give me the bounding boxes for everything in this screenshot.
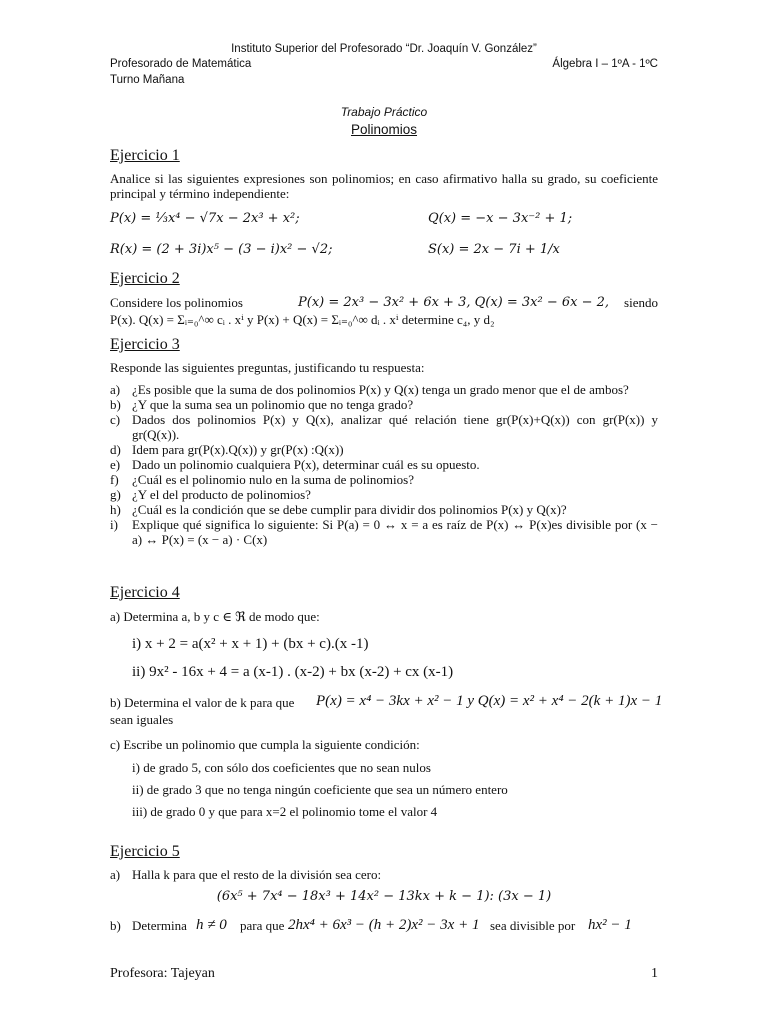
exercise-3-item-label: h) — [110, 502, 121, 517]
exercise-3-intro: Responde las siguientes preguntas, justificando tu respuesta: — [110, 360, 425, 375]
exercise-3-item — [110, 457, 658, 472]
exercise-3-item-text: ¿Y el del producto de polinomios? — [132, 487, 311, 502]
exercise-1-heading: Ejercicio 1 — [110, 147, 180, 164]
exercise-3-item-label: a) — [110, 382, 121, 397]
exercise-3-list — [110, 382, 658, 547]
polynomial-Q: Q(x) = −x − 3x⁻² + 1; — [428, 211, 573, 226]
exercise-3-item-text: ¿Cuál es la condición que se debe cumplir para dividir dos polinomios P(x) y Q(x)? — [132, 502, 567, 517]
exercise-3-item — [110, 517, 658, 547]
exercise-3-item-label: c) — [110, 412, 121, 427]
exercise-2-heading: Ejercicio 2 — [110, 270, 180, 287]
institute-name: Instituto Superior del Profesorado “Dr. Joaquín V. González” — [231, 43, 537, 55]
exercise-4-heading: Ejercicio 4 — [110, 584, 180, 601]
exercise-3-item — [110, 412, 658, 442]
exercise-4-b-math: P(x) = x⁴ − 3kx + x² − 1 y Q(x) = x² + x⁴ − 2(k + 1)x − 1 — [316, 693, 663, 709]
document-title: Polinomios — [350, 122, 418, 137]
exercise-3-item-text: ¿Es posible que la suma de dos polinomios P(x) y Q(x) tenga un grado menor que el de ambos? — [132, 382, 629, 397]
course-name: Álgebra I – 1ºA - 1ºC — [552, 58, 658, 70]
exercise-3-item — [110, 472, 658, 487]
exercise-5-b-label: b) — [110, 918, 121, 933]
exercise-5-b-text3: sea divisible por — [490, 918, 576, 933]
exercise-4-b-text: b) Determina el valor de k para que — [110, 695, 295, 710]
exercise-1-text: Analice si las siguientes expresiones son polinomios; en caso afirmativo halla su grado, su coeficiente principal y término independiente: — [110, 171, 658, 201]
exercise-4-a-ii: ii) 9x² - 16x + 4 = a (x-1) . (x-2) + bx (x-2) + cx (x-1) — [132, 664, 454, 680]
exercise-3-item-text: Dado un polinomio cualquiera P(x), determinar cuál es su opuesto. — [132, 457, 480, 472]
exercise-3-item — [110, 442, 658, 457]
exercise-5-b-math2: 2hx⁴ + 6x³ − (h + 2)x² − 3x + 1 — [288, 917, 480, 933]
exercise-3-item-text: Explique qué significa lo siguiente: Si P(a) = 0 ↔ x = a es raíz de P(x) ↔ P(x)es divisible por (x − a) ↔ P(x) = (x − a) · C(x) — [132, 517, 658, 547]
program-name: Profesorado de Matemática — [110, 58, 252, 70]
polynomial-P: P(x) = ⅓x⁴ − √7x − 2x³ + x²; — [110, 211, 300, 226]
polynomial-R: R(x) = (2 + 3i)x⁵ − (3 − i)x² − √2; — [110, 242, 333, 257]
exercise-4-c-intro: c) Escribe un polinomio que cumpla la siguiente condición: — [110, 737, 420, 752]
exercise-3-item-text: Dados dos polinomios P(x) y Q(x), analizar qué relación tiene gr(P(x)+Q(x)) con gr(P(x)) y gr(Q(x)). — [132, 412, 658, 442]
footer-page-number: 1 — [651, 966, 658, 981]
exercise-3-item — [110, 502, 658, 517]
exercise-3-heading: Ejercicio 3 — [110, 336, 180, 353]
exercise-3-item-text: ¿Cuál es el polinomio nulo en la suma de polinomios? — [132, 472, 414, 487]
exercise-3-item-label: b) — [110, 397, 121, 412]
exercise-5-a-label: a) — [110, 867, 121, 882]
exercise-3-item — [110, 382, 658, 397]
exercise-2-text-a: Considere los polinomios — [110, 295, 243, 310]
exercise-3-item-text: Idem para gr(P(x).Q(x)) y gr(P(x) :Q(x)) — [132, 442, 344, 457]
exercise-3-item-label: f) — [110, 472, 119, 487]
document-subtitle: Trabajo Práctico — [340, 105, 428, 119]
exercise-3-item-label: d) — [110, 442, 121, 457]
exercise-5-a-text: Halla k para que el resto de la división sea cero: — [132, 867, 382, 882]
exercise-5-b-text1: Determina — [132, 918, 187, 933]
exercise-4-a-i: i) x + 2 = a(x² + x + 1) + (bx + c).(x -1) — [132, 636, 369, 652]
shift-name: Turno Mañana — [110, 74, 185, 86]
exercise-4-c-iii: iii) de grado 0 y que para x=2 el polinomio tome el valor 4 — [132, 804, 438, 819]
exercise-5-heading: Ejercicio 5 — [110, 843, 180, 860]
exercise-3-item — [110, 397, 658, 412]
exercise-4-c-i: i) de grado 5, con sólo dos coeficientes que no sean nulos — [132, 760, 431, 775]
exercise-3-item-label: e) — [110, 457, 121, 472]
exercise-5-b-math3: hx² − 1 — [588, 917, 632, 933]
footer-teacher: Profesora: Tajeyan — [110, 966, 215, 981]
exercise-5-b-text2: para que — [240, 918, 285, 933]
exercise-5-b-math1: h ≠ 0 — [196, 917, 227, 933]
exercise-2-text-line2: P(x). Q(x) = Σᵢ₌₀^∞ cᵢ . xⁱ y P(x) + Q(x) = Σᵢ₌₀^∞ dᵢ . xⁱ determine c₄, y d₂ — [110, 312, 495, 327]
exercise-3-item — [110, 487, 658, 502]
exercise-2-polynomials: P(x) = 2x³ − 3x² + 6x + 3, Q(x) = 3x² − 6x − 2, — [298, 295, 610, 310]
exercise-4-b-tail: sean iguales — [110, 712, 174, 727]
exercise-3-item-label: i) — [110, 517, 118, 532]
exercise-4-a-intro: a) Determina a, b y c ∈ ℜ de modo que: — [110, 609, 320, 624]
exercise-3-item-label: g) — [110, 487, 121, 502]
exercise-4-c-ii: ii) de grado 3 que no tenga ningún coeficiente que sea un número entero — [132, 782, 508, 797]
polynomial-S: S(x) = 2x − 7i + 1/x — [428, 242, 560, 257]
exercise-3-item-text: ¿Y que la suma sea un polinomio que no tenga grado? — [132, 397, 414, 412]
exercise-2-text-c: siendo — [624, 295, 658, 310]
exercise-5-a-math: (6x⁵ + 7x⁴ − 18x³ + 14x² − 13kx + k − 1): (3x − 1) — [216, 889, 552, 904]
